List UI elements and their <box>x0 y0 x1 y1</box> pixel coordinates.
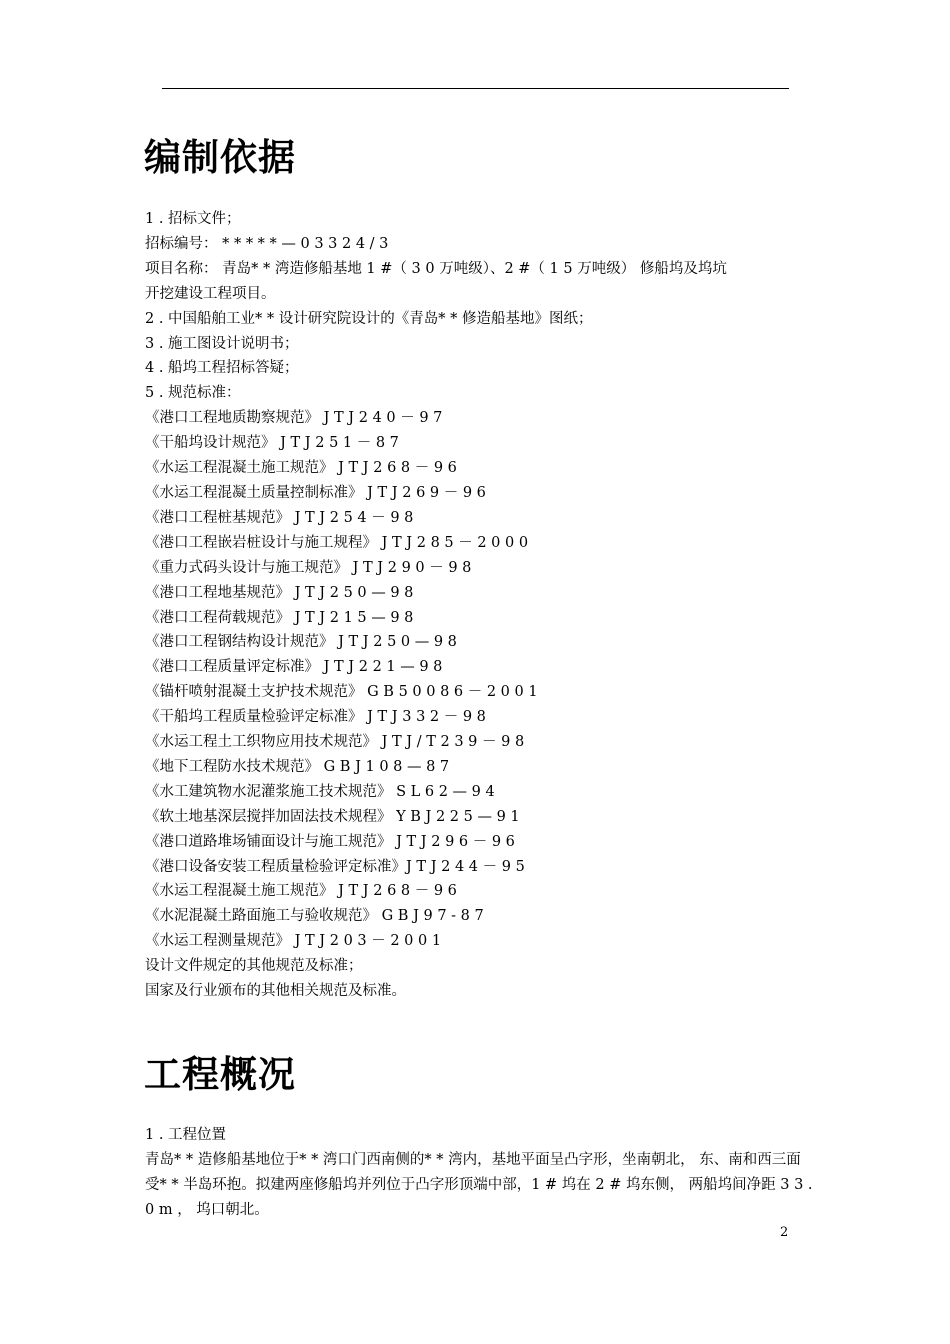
basis-line: 5 . 规范标准： <box>145 385 241 402</box>
location-paragraph: 青岛* * 造修船基地位于* * 湾口门西南侧的* * 湾内，基地平面呈凸字形，坐南朝北， 东、南和西三面受* * 半岛环抱。拟建两座修船坞并列位于凸字形顶端中部，1 # 坞在 2 # 坞东侧， 两船坞间净距 3 3 . 0 m ， 坞口朝北。 <box>145 1152 813 1218</box>
section-heading-basis: 编制依据 <box>144 136 296 179</box>
basis-line: 《港口工程桩基规范》 J T J 2 5 4 － 9 8 <box>145 509 414 526</box>
page-number: 2 <box>780 1225 789 1240</box>
basis-line: 设计文件规定的其他规范及标准； <box>145 958 363 975</box>
basis-line: 《港口设备安装工程质量检验评定标准》J T J 2 4 4 － 9 5 <box>145 858 525 875</box>
basis-line: 《港口道路堆场铺面设计与施工规范》 J T J 2 9 6 － 9 6 <box>145 833 515 850</box>
basis-list <box>145 207 825 1004</box>
basis-line: 《水运工程土工织物应用技术规范》 J T J / T 2 3 9 － 9 8 <box>145 734 525 751</box>
basis-line: 4 . 船坞工程招标答疑； <box>145 360 299 377</box>
location-title: 1 . 工程位置 <box>145 1127 227 1143</box>
basis-line: 《水运工程混凝土施工规范》 J T J 2 6 8 － 9 6 <box>145 460 457 477</box>
basis-line: 《重力式码头设计与施工规范》 J T J 2 9 0 － 9 8 <box>145 559 472 576</box>
basis-line: 《水运工程混凝土质量控制标准》 J T J 2 6 9 － 9 6 <box>145 484 486 501</box>
section-heading-overview: 工程概况 <box>144 1053 296 1096</box>
header-rule <box>162 88 789 89</box>
basis-line: 《锚杆喷射混凝土支护技术规范》 G B 5 0 0 8 6 － 2 0 0 1 <box>145 684 538 701</box>
basis-line: 《干船坞工程质量检验评定标准》 J T J 3 3 2 － 9 8 <box>145 709 486 726</box>
basis-line: 《港口工程质量评定标准》 J T J 2 2 1 — 9 8 <box>145 659 443 676</box>
basis-line: 2 . 中国船舶工业* * 设计研究院设计的《青岛* * 修造船基地》图纸； <box>145 310 593 327</box>
basis-line: 《港口工程地质勘察规范》 J T J 2 4 0 － 9 7 <box>145 410 443 427</box>
basis-line: 招标编号： * * * * * — 0 3 3 2 4 / 3 <box>145 235 389 252</box>
basis-line: 开挖建设工程项目。 <box>145 285 276 302</box>
basis-line: 1 . 招标文件； <box>145 211 241 227</box>
basis-line: 3 . 施工图设计说明书； <box>145 335 299 352</box>
basis-line: 《港口工程荷载规范》 J T J 2 1 5 — 9 8 <box>145 609 414 626</box>
basis-line: 《地下工程防水技术规范》 G B J 1 0 8 — 8 7 <box>145 758 450 775</box>
basis-line: 《软土地基深层搅拌加固法技术规程》 Y B J 2 2 5 — 9 1 <box>145 808 520 825</box>
basis-line: 《水工建筑物水泥灌浆施工技术规范》 S L 6 2 — 9 4 <box>145 783 495 800</box>
basis-line: 《水运工程混凝土施工规范》 J T J 2 6 8 － 9 6 <box>145 883 457 900</box>
basis-line: 《水运工程测量规范》 J T J 2 0 3 － 2 0 0 1 <box>145 933 442 950</box>
basis-line: 国家及行业颁布的其他相关规范及标准。 <box>145 983 406 1000</box>
basis-line: 《港口工程地基规范》 J T J 2 5 0 — 9 8 <box>145 584 414 601</box>
basis-line: 《水泥混凝土路面施工与验收规范》 G B J 9 7 - 8 7 <box>145 908 484 925</box>
basis-line: 《港口工程钢结构设计规范》 J T J 2 5 0 — 9 8 <box>145 634 457 651</box>
basis-line: 项目名称： 青岛* * 湾造修船基地 1 #（ 3 0 万吨级）、2 #（ 1 5 万吨级） 修船坞及坞坑 <box>145 260 727 277</box>
basis-line: 《港口工程嵌岩桩设计与施工规程》 J T J 2 8 5 － 2 0 0 0 <box>145 534 529 551</box>
basis-line: 《干船坞设计规范》 J T J 2 5 1 － 8 7 <box>145 435 399 452</box>
